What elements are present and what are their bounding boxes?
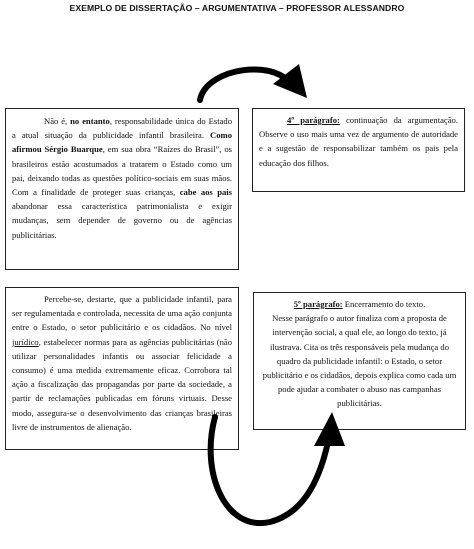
paragraph-5-note-heading: 5º parágrafo: Encerramento do texto. bbox=[293, 299, 426, 309]
paragraph-5-note-text: Nesse parágrafo o autor finaliza com a proposta de intervenção social, a qual ele, ao longo do texto, já ilustrava. Cita os três responsáveis pela mudança do quadro da publicidade infantil: o Estado, o setor publicitário e os cidadãos, depois explica como cada um pode ajudar a combater o abuso nas campanhas publicitárias. bbox=[262, 313, 457, 409]
paragraph-3-text: Não é, no entanto, responsabilidade única do Estado a atual situação da publicidade infantil brasileira. Como afirmou Sérgio Buarque, em sua obra “Raízes do Brasil”, os brasileiros estão acostumados a tratarem o Estado como um pai, deixando todas as questões político-sociais em suas mãos. Com a finalidade de proteger suas crianças, cabe aos pais abandonar essa característica patrimonialista e exigir mudanças, sem depender de governo ou de agências publicitárias. bbox=[12, 116, 233, 240]
curved-arrow-bottom-icon bbox=[200, 402, 350, 547]
paragraph-3-box bbox=[5, 108, 239, 270]
paragraph-4-text: Percebe-se, destarte, que a publicidade infantil, para ser regulamentada e controlada, necessita de uma ação conjunta entre o Estado, o setor publicitário e os cidadãos. No nível jurídico, estabelecer normas para as agências publicitárias (não utilizar personalidades infantis ou associar felicidade a consumo) é uma medida extremamente eficaz. Corrobora tal ação a fiscalização das propagandas por parte da sociedade, a partir de reclamações publicadas em fóruns virtuais. Desse modo, assegura-se o desenvolvimento das crianças brasileiras livre de instrumentos de alienação. bbox=[12, 294, 232, 432]
paragraph-4-label: 4º parágrafo: bbox=[287, 115, 340, 125]
curved-arrow-top-icon bbox=[185, 60, 315, 105]
paragraph-4-note-text: 4º parágrafo: continuação da argumentação. Observe o uso mais uma vez de argumento de autoridade e a sugestão de responsabilizar também os pais pela educação dos filhos. bbox=[259, 115, 458, 168]
page-title: EXEMPLO DE DISSERTAÇÃO – ARGUMENTATIVA – PROFESSOR ALESSANDRO bbox=[69, 3, 405, 13]
paragraph-5-label: 5º parágrafo: bbox=[293, 299, 343, 309]
paragraph-4-note-box bbox=[252, 108, 465, 192]
